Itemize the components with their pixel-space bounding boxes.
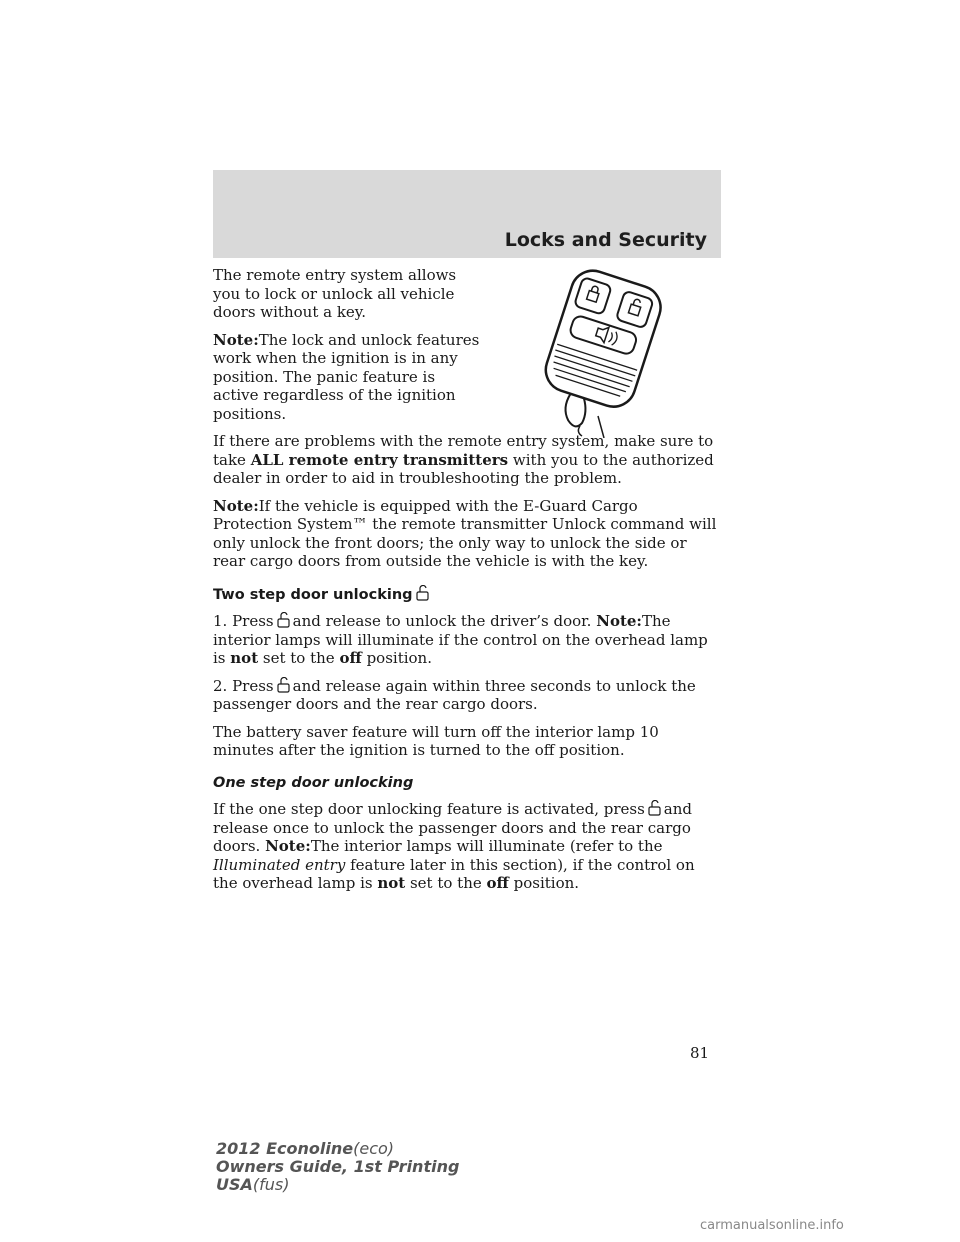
section-title: Locks and Security [504,229,707,251]
battery-saver-paragraph: The battery saver feature will turn off the interior lamp 10 minutes after the ignition is turned to the off position. [213,722,659,759]
document-footer [216,1140,459,1194]
footer-line-1: 2012 Econoline(eco) [216,1139,395,1158]
two-step-step1: 1. Press and release to unlock the driver’s door. Note:The interior lamps will illuminate if the control on the overhead lamp is not set to the off position. [213,612,708,667]
intro-paragraph: The remote entry system allows you to lock or unlock all vehicle doors without a key. [213,266,457,321]
unlock-icon [276,612,291,628]
section-header [213,170,721,258]
eguard-note: Note:If the vehicle is equipped with the E-Guard Cargo Protection System™ the remote transmitter Unlock command will only unlock the front doors; the only way to unlock the side or rear cargo doors from outside the vehicle is with the key. [213,496,717,570]
page-body [213,266,721,902]
footer-line-2: Owners Guide, 1st Printing [216,1157,460,1176]
page-number: 81 [690,1044,710,1062]
unlock-icon [647,800,662,816]
troubleshooting-paragraph: If there are problems with the remote entry system, make sure to take ALL remote entry transmitters with you to the authorized dealer in order to aid in troubleshooting the problem. [213,432,714,487]
unlock-icon [276,677,291,693]
unlock-icon [415,585,430,601]
intro-note: Note:The lock and unlock features work when the ignition is in any position. The panic feature is active regardless of the ignition positions. [213,330,480,423]
two-step-heading: Two step door unlocking [213,585,721,605]
one-step-paragraph: If the one step door unlocking feature is activated, press and release once to unlock the passenger doors and the rear cargo doors. Note:The interior lamps will illuminate (refer to the Illuminated entry feature later in this section), if the control on the overhead lamp is not set to the off position. [213,800,695,892]
one-step-heading: One step door unlocking [213,774,414,791]
watermark: carmanualsonline.info [700,1218,844,1233]
two-step-step2: 2. Press and release again within three seconds to unlock the passenger doors and the rear cargo doors. [213,676,696,713]
footer-line-3: USA(fus) [216,1175,290,1194]
